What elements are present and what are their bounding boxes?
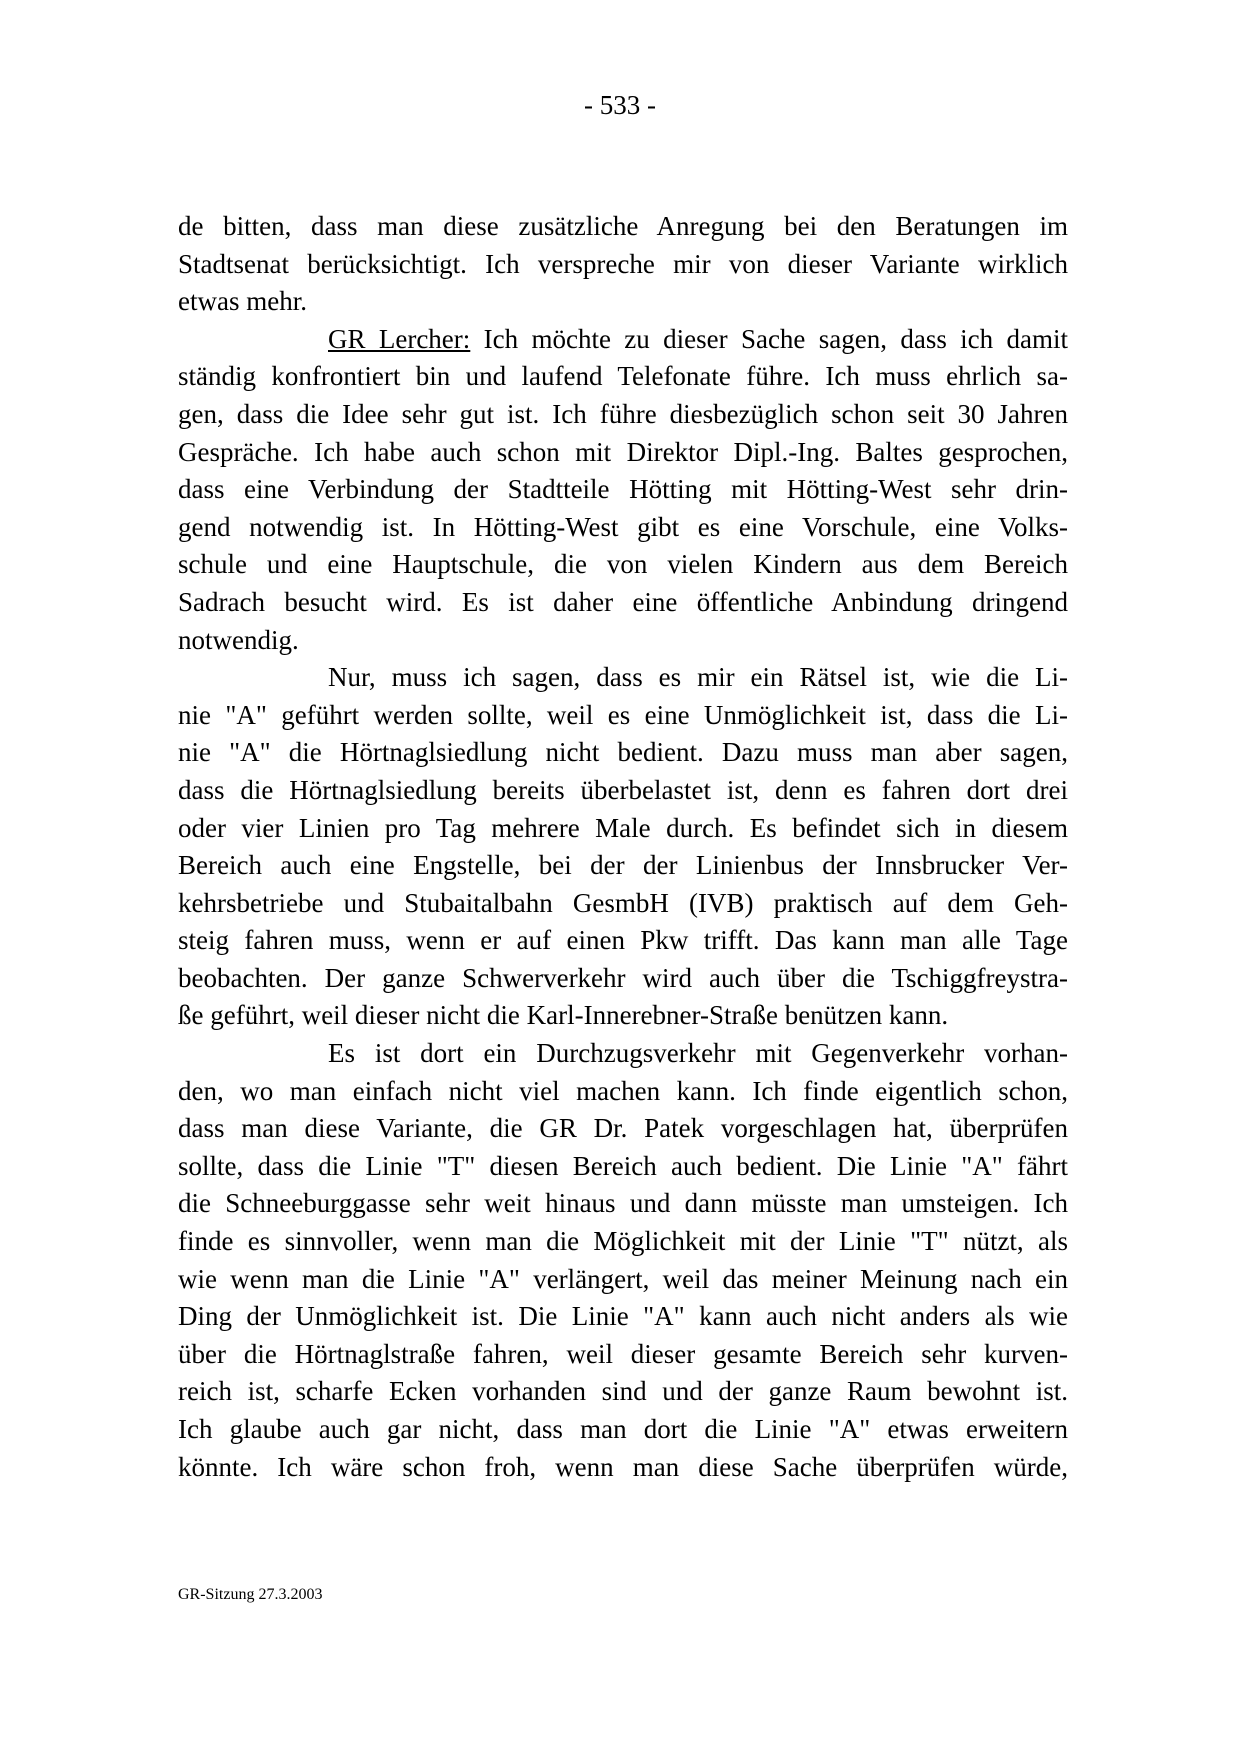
speaker-name: GR Lercher: — [328, 323, 471, 354]
text-line: dass die Hörtnaglsiedlung bereits überbelastet ist, denn es fahren dort drei — [178, 774, 1068, 805]
page-number: - 533 - — [584, 90, 656, 120]
text-line: sollte, dass die Linie "T" diesen Bereich auch bedient. Die Linie "A" fährt — [178, 1150, 1068, 1181]
text-line: wie wenn man die Linie "A" verlängert, weil das meiner Meinung nach ein — [178, 1263, 1068, 1294]
text-line: nie "A" die Hörtnaglsiedlung nicht bedient. Dazu muss man aber sagen, — [178, 737, 1068, 768]
text-line: könnte. Ich wäre schon froh, wenn man diese Sache überprüfen würde, — [178, 1451, 1068, 1482]
text-line-first — [178, 321, 1068, 359]
document-body — [178, 208, 1068, 1486]
text-line-content: Nur, muss ich sagen, dass es mir ein Rätsel ist, wie die Li- — [328, 662, 1068, 693]
text-line: nie "A" geführt werden sollte, weil es eine Unmöglichkeit ist, dass die Li- — [178, 699, 1068, 730]
text-line: reich ist, scharfe Ecken vorhanden sind und der ganze Raum bewohnt ist. — [178, 1376, 1068, 1407]
text-line: Gespräche. Ich habe auch schon mit Direktor Dipl.-Ing. Baltes gesprochen, — [178, 436, 1068, 467]
text-line-first — [178, 1035, 1068, 1073]
text-line-content: Ich möchte zu dieser Sache sagen, dass ich damit — [470, 323, 1069, 354]
text-line: kehrsbetriebe und Stubaitalbahn GesmbH (IVB) praktisch auf dem Geh- — [178, 887, 1068, 918]
text-line: Ding der Unmöglichkeit ist. Die Linie "A" kann auch nicht anders als wie — [178, 1301, 1068, 1332]
text-line: dass man diese Variante, die GR Dr. Patek vorgeschlagen hat, überprüfen — [178, 1113, 1068, 1144]
text-line: Stadtsenat berücksichtigt. Ich verspreche mir von dieser Variante wirklich — [178, 248, 1068, 279]
footer-session-date: GR-Sitzung 27.3.2003 — [178, 1586, 323, 1603]
paragraph-continuation — [178, 208, 1068, 321]
text-line: finde es sinnvoller, wenn man die Möglichkeit mit der Linie "T" nützt, als — [178, 1226, 1068, 1257]
text-line: oder vier Linien pro Tag mehrere Male durch. Es befindet sich in diesem — [178, 812, 1068, 843]
paragraph-durchzugsverkehr — [178, 1035, 1068, 1486]
text-line: dass eine Verbindung der Stadtteile Hötting mit Hötting-West sehr drin- — [178, 474, 1068, 505]
text-line: steig fahren muss, wenn er auf einen Pkw trifft. Das kann man alle Tage — [178, 925, 1068, 956]
text-line: gend notwendig ist. In Hötting-West gibt es eine Vorschule, eine Volks- — [178, 511, 1068, 542]
text-line: Bereich auch eine Engstelle, bei der der Linienbus der Innsbrucker Ver- — [178, 850, 1068, 881]
paragraph-linie-a — [178, 659, 1068, 1035]
text-line: über die Hörtnaglstraße fahren, weil dieser gesamte Bereich sehr kurven- — [178, 1338, 1068, 1369]
text-line: etwas mehr. — [178, 286, 307, 317]
text-line: ständig konfrontiert bin und laufend Telefonate führe. Ich muss ehrlich sa- — [178, 361, 1068, 392]
text-line: Ich glaube auch gar nicht, dass man dort die Linie "A" etwas erweitern — [178, 1414, 1068, 1444]
text-line: de bitten, dass man diese zusätzliche Anregung bei den Beratungen im — [178, 211, 1068, 241]
paragraph-gr-lercher — [178, 321, 1068, 659]
text-line-first — [178, 659, 1068, 697]
text-line: ße geführt, weil dieser nicht die Karl-Innerebner-Straße benützen kann. — [178, 1000, 949, 1031]
text-line: gen, dass die Idee sehr gut ist. Ich führe diesbezüglich schon seit 30 Jahren — [178, 398, 1068, 429]
text-line: schule und eine Hauptschule, die von vielen Kindern aus dem Bereich — [178, 549, 1068, 580]
text-line: beobachten. Der ganze Schwerverkehr wird auch über die Tschiggfreystra- — [178, 962, 1068, 993]
text-line: die Schneeburggasse sehr weit hinaus und dann müsste man umsteigen. Ich — [178, 1188, 1068, 1219]
text-line-content: Es ist dort ein Durchzugsverkehr mit Gegenverkehr vorhan- — [328, 1038, 1068, 1069]
text-line: Sadrach besucht wird. Es ist daher eine öffentliche Anbindung dringend — [178, 586, 1068, 617]
text-line: den, wo man einfach nicht viel machen kann. Ich finde eigentlich schon, — [178, 1075, 1068, 1106]
text-line: notwendig. — [178, 624, 299, 655]
